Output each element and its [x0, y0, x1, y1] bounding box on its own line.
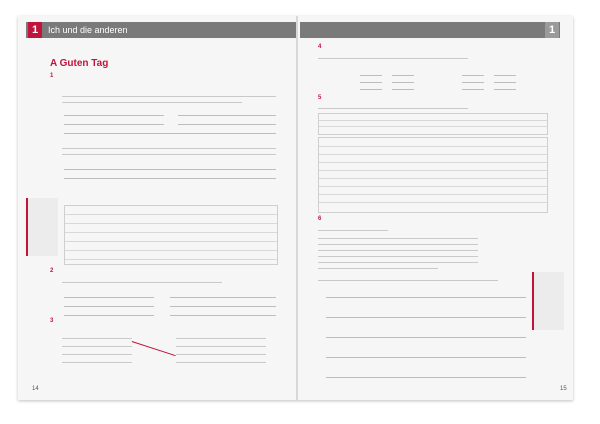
exercise-1-text-line [62, 148, 276, 149]
exercise-1-number: 1 [50, 73, 54, 79]
exercise-2-blank[interactable] [170, 292, 276, 298]
exercise-1-blank[interactable] [178, 110, 276, 116]
exercise-3-item-line [62, 346, 132, 347]
exercise-4-blank[interactable] [494, 77, 516, 83]
exercise-2-blank[interactable] [170, 301, 276, 307]
exercise-1-text-line [62, 154, 276, 155]
exercise-4-blank[interactable] [360, 84, 382, 90]
exercise-2-blank[interactable] [170, 310, 276, 316]
exercise-4-blank[interactable] [462, 77, 484, 83]
exercise-2-blank[interactable] [64, 301, 154, 307]
exercise-5-text-line [318, 108, 468, 109]
exercise-6-blank[interactable] [326, 312, 526, 318]
exercise-1-blank[interactable] [178, 119, 276, 125]
exercise-6-blank[interactable] [326, 352, 526, 358]
exercise-4-blank[interactable] [462, 70, 484, 76]
exercise-5-number: 5 [318, 95, 322, 101]
exercise-3-item-line [176, 346, 266, 347]
exercise-4-blank[interactable] [494, 70, 516, 76]
book-spine [296, 16, 298, 400]
exercise-1-text-line [62, 102, 242, 103]
right-page-number: 15 [560, 386, 567, 392]
sidebar-note [26, 198, 58, 256]
exercise-2-number: 2 [50, 268, 54, 274]
writers-table [318, 137, 548, 213]
exercise-6-number: 6 [318, 216, 322, 222]
exercise-3-item-line [62, 338, 132, 339]
exercise-3-item-line [62, 354, 132, 355]
section-title: A Guten Tag [50, 58, 109, 69]
exercise-6-text-line [318, 256, 478, 257]
exercise-4-blank[interactable] [360, 77, 382, 83]
exercise-1-blank[interactable] [64, 119, 164, 125]
left-page-number: 14 [32, 386, 39, 392]
exercise-3-item-line [176, 362, 266, 363]
exercise-4-blank[interactable] [392, 77, 414, 83]
right-chapter-number: 1 [545, 22, 559, 38]
right-sidebar-note [532, 272, 564, 330]
exercise-3-item-line [62, 362, 132, 363]
exercise-6-blank[interactable] [326, 332, 526, 338]
exercise-3-item-line [176, 354, 266, 355]
chapter-title: Ich und die anderen [48, 25, 128, 35]
word-table [64, 205, 278, 265]
exercise-6-text-line [318, 280, 498, 281]
exercise-6-text-line [318, 268, 438, 269]
exercise-4-blank[interactable] [392, 70, 414, 76]
exercise-1-blank[interactable] [64, 128, 276, 134]
exercise-6-text-line [318, 244, 478, 245]
exercise-2-blank[interactable] [64, 292, 154, 298]
exercise-2-blank[interactable] [64, 310, 154, 316]
exercise-4-blank[interactable] [392, 84, 414, 90]
exercise-6-text-line [318, 262, 478, 263]
exercise-4-blank[interactable] [462, 84, 484, 90]
exercise-3-number: 3 [50, 318, 54, 324]
exercise-4-number: 4 [318, 44, 322, 50]
exercise-6-text-line [318, 250, 478, 251]
exercise-6-blank[interactable] [326, 292, 526, 298]
exercise-6-blank[interactable] [326, 372, 526, 378]
exercise-1-text-line [62, 96, 276, 97]
country-box [318, 113, 548, 135]
exercise-4-blank[interactable] [494, 84, 516, 90]
left-chapter-number: 1 [28, 22, 42, 38]
exercise-6-text-line [318, 230, 388, 231]
exercise-6-text-line [318, 238, 478, 239]
exercise-4-blank[interactable] [360, 70, 382, 76]
exercise-3-item-line [176, 338, 266, 339]
exercise-2-text-line [62, 282, 222, 283]
exercise-1-blank[interactable] [64, 110, 164, 116]
exercise-4-text-line [318, 58, 468, 59]
exercise-1-blank[interactable] [64, 164, 276, 170]
right-header-band [300, 22, 560, 38]
exercise-1-blank[interactable] [64, 173, 276, 179]
